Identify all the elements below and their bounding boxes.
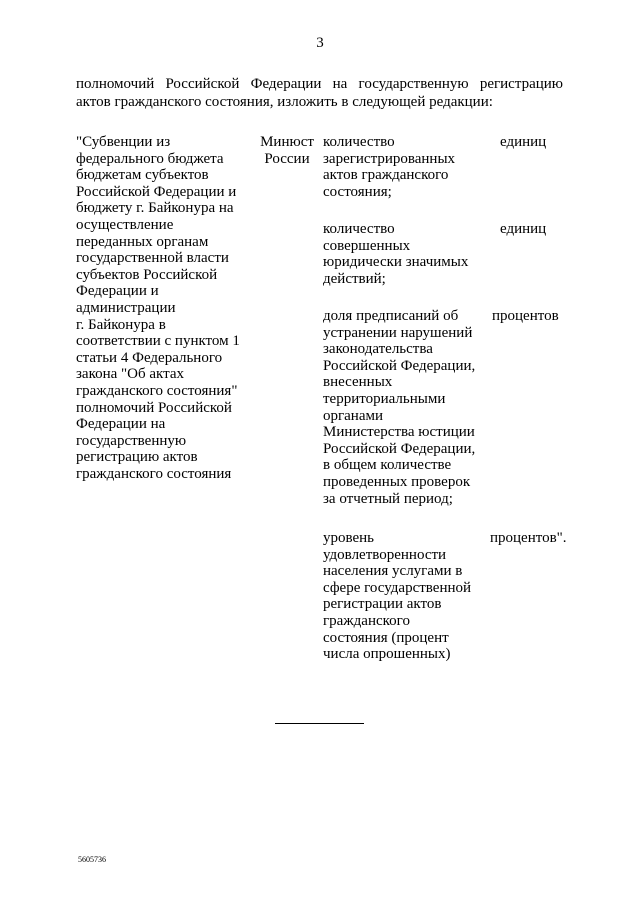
indicator-line: законодательства: [323, 341, 433, 358]
subject-line: гражданского состояния": [76, 382, 238, 399]
ministry-column: [256, 134, 318, 167]
subject-line: Федерации на: [76, 416, 166, 433]
intro-line: полномочий Российской Федерации на государственную регистрацию: [76, 76, 563, 92]
subject-line: статьи 4 Федерального: [76, 349, 223, 366]
indicator-line: внесенных: [323, 374, 393, 391]
subject-line: г. Байконура в: [76, 316, 166, 333]
indicator-line: сфере государственной: [323, 579, 472, 596]
indicator-line: числа опрошенных): [323, 646, 451, 663]
indicator-line: Российской Федерации,: [323, 357, 476, 374]
indicator-line: Российской Федерации,: [323, 440, 476, 457]
subvention-description: [76, 134, 256, 482]
indicator-line: совершенных: [323, 237, 411, 254]
indicator-prescriptions-share: [323, 308, 483, 507]
subject-line: полномочий Российской: [76, 399, 232, 416]
indicator-line: количество: [323, 221, 395, 237]
subject-line: "Субвенции из: [76, 134, 171, 150]
subject-line: государственную: [76, 432, 187, 449]
subject-line: закона "Об актах: [76, 366, 185, 383]
unit-label: процентов".: [490, 530, 567, 546]
indicator-satisfaction-level: [323, 530, 483, 663]
subject-line: гражданского состояния: [76, 465, 232, 482]
indicator-line: доля предписаний об: [323, 308, 459, 324]
indicator-line: юридически значимых: [323, 254, 469, 271]
subject-line: Российской Федерации и: [76, 183, 237, 200]
subject-line: администрации: [76, 299, 176, 316]
indicator-line: количество: [323, 134, 395, 150]
indicator-line: уровень: [323, 530, 375, 546]
indicator-line: удовлетворенности: [323, 546, 447, 563]
subject-line: бюджету г. Байконура на: [76, 200, 234, 217]
indicator-line: территориальными: [323, 390, 446, 407]
indicator-legal-actions: [323, 221, 483, 287]
indicator-line: населения услугами в: [323, 563, 463, 580]
document-code: 5605736: [78, 855, 106, 864]
separator-line: [275, 723, 364, 724]
unit-label: единиц: [500, 134, 547, 150]
subject-line: федерального бюджета: [76, 150, 224, 167]
indicator-line: регистрации актов: [323, 596, 442, 613]
indicator-line: в общем количестве: [323, 457, 452, 474]
intro-paragraph: [76, 75, 563, 111]
unit-label: процентов: [492, 308, 559, 324]
indicator-line: проведенных проверок: [323, 473, 471, 490]
subject-line: субъектов Российской: [76, 266, 218, 283]
unit-label: единиц: [500, 221, 547, 237]
subject-line: соответствии с пунктом 1: [76, 333, 240, 350]
indicator-line: гражданского: [323, 612, 410, 629]
indicator-registered-acts: [323, 134, 483, 200]
subject-line: бюджетам субъектов: [76, 167, 209, 184]
indicator-line: актов гражданского: [323, 167, 449, 184]
indicator-line: состояния (процент: [323, 629, 449, 646]
indicator-line: состояния;: [323, 183, 392, 200]
intro-line: актов гражданского состояния, изложить в следующей редакции:: [76, 94, 493, 110]
indicator-line: зарегистрированных: [323, 150, 456, 167]
subject-line: Федерации и: [76, 283, 159, 300]
indicator-line: Министерства юстиции: [323, 424, 475, 441]
indicator-line: устранении нарушений: [323, 324, 473, 341]
ministry-line: России: [264, 150, 310, 167]
subject-line: переданных органам: [76, 233, 209, 250]
subject-line: государственной власти: [76, 250, 229, 267]
subject-line: регистрацию актов: [76, 449, 198, 466]
ministry-line: Минюст: [260, 134, 314, 150]
indicator-line: органами: [323, 407, 384, 424]
page-number: 3: [316, 35, 324, 51]
indicator-line: действий;: [323, 270, 386, 287]
subject-line: осуществление: [76, 216, 174, 233]
indicator-line: за отчетный период;: [323, 490, 453, 507]
